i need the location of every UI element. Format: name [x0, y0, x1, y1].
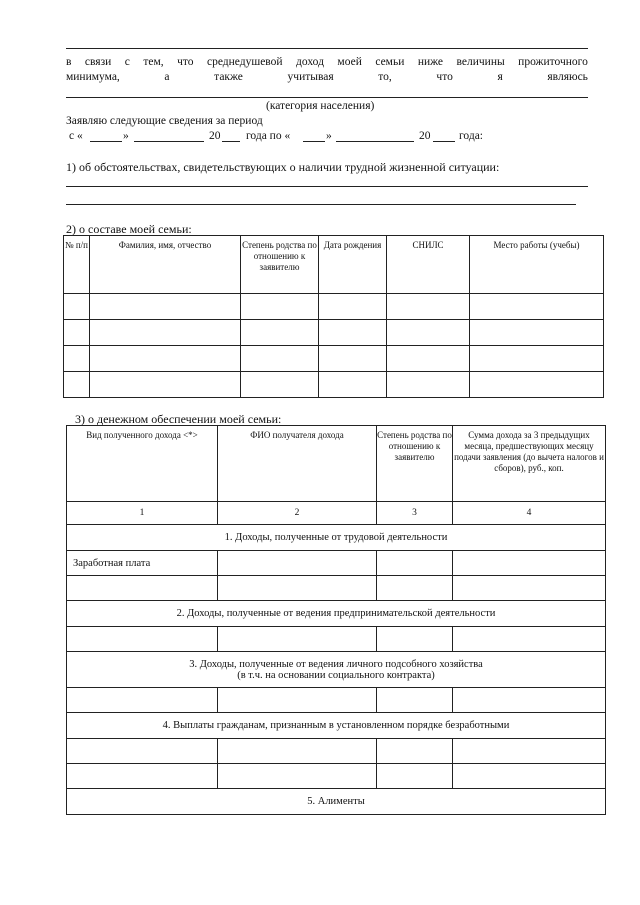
income-group-title-row: [67, 525, 606, 551]
income-header-type: Вид полученного дохода <*>: [67, 426, 218, 502]
income-relation-cell[interactable]: [377, 739, 453, 764]
intro-line-2-word: то,: [378, 71, 392, 83]
family-table: [63, 235, 604, 398]
family-cell[interactable]: [64, 346, 90, 372]
intro-line-2-word: что: [436, 71, 453, 83]
period-from-day-blank[interactable]: [90, 141, 122, 142]
family-cell[interactable]: [319, 346, 387, 372]
family-header-name: Фамилия, имя, отчество: [90, 236, 241, 294]
intro-line-2-word: я: [497, 71, 503, 83]
income-group-title: [67, 525, 606, 551]
table-row: [67, 576, 606, 601]
income-group-title: [67, 789, 606, 815]
period-end: года:: [459, 130, 483, 142]
family-header-birthdate: Дата рождения: [319, 236, 387, 294]
family-cell[interactable]: [319, 294, 387, 320]
period-to-month-blank[interactable]: [336, 141, 414, 142]
column-number: 2: [218, 502, 377, 525]
period-from-year: 20: [209, 130, 221, 142]
income-header-relation: Степень родства по отношению к заявителю: [377, 426, 453, 502]
section1-blank-line-1[interactable]: [66, 186, 588, 187]
period-from-prefix: с «: [69, 130, 83, 142]
family-cell[interactable]: [387, 294, 470, 320]
income-amount-cell[interactable]: [453, 688, 606, 713]
table-row: [67, 627, 606, 652]
intro-line-1-word: в: [66, 56, 72, 68]
table-row: [67, 688, 606, 713]
family-cell[interactable]: [319, 320, 387, 346]
intro-line-1-word: что: [177, 56, 194, 68]
income-type-cell[interactable]: [67, 739, 218, 764]
intro-line-1-word: доход: [296, 56, 324, 68]
income-header-recipient: ФИО получателя дохода: [218, 426, 377, 502]
income-type-cell[interactable]: Заработная плата: [67, 551, 218, 576]
column-number: 3: [377, 502, 453, 525]
intro-line-2-word: также: [214, 71, 243, 83]
intro-line-1-word: среднедушевой: [206, 56, 283, 68]
income-recipient-cell[interactable]: [218, 688, 377, 713]
family-cell[interactable]: [90, 320, 241, 346]
income-group-title-row: [67, 713, 606, 739]
income-type-cell[interactable]: [67, 688, 218, 713]
family-cell[interactable]: [387, 372, 470, 398]
income-recipient-cell[interactable]: [218, 551, 377, 576]
income-table-header: [67, 426, 606, 502]
income-header-amount: Сумма дохода за 3 предыдущих месяца, предшествующих месяцу подачи заявления (до вычета налогов и сборов), руб., коп.: [453, 426, 606, 502]
income-group-title-text: 1. Доходы, полученные от трудовой деятельности: [224, 532, 448, 543]
table-row: [64, 320, 604, 346]
family-header-number: № п/п: [64, 236, 90, 294]
family-header-workplace: Место работы (учебы): [470, 236, 604, 294]
section2-title: 2) о составе моей семьи:: [66, 222, 192, 236]
income-recipient-cell[interactable]: [218, 576, 377, 601]
period-to-day-blank[interactable]: [303, 141, 325, 142]
income-group-subtitle: (в т.ч. на основании социального контракта): [237, 669, 435, 681]
income-amount-cell[interactable]: [453, 576, 606, 601]
income-amount-cell[interactable]: [453, 764, 606, 789]
income-relation-cell[interactable]: [377, 764, 453, 789]
income-amount-cell[interactable]: [453, 739, 606, 764]
family-cell[interactable]: [241, 346, 319, 372]
family-cell[interactable]: [387, 320, 470, 346]
category-blank-line[interactable]: [66, 97, 588, 98]
table-row: [64, 346, 604, 372]
intro-line-2-word: учитывая: [287, 71, 334, 83]
section1-blank-line-2[interactable]: [66, 204, 576, 205]
income-group-title-row: [67, 652, 606, 688]
declare-text: Заявляю следующие сведения за период: [66, 115, 263, 127]
income-amount-cell[interactable]: [453, 551, 606, 576]
income-group-title-text: 3. Доходы, полученные от ведения личного подсобного хозяйства: [189, 658, 483, 670]
family-table-header: [64, 236, 604, 294]
income-table: [66, 425, 606, 815]
family-cell[interactable]: [90, 294, 241, 320]
family-cell[interactable]: [241, 294, 319, 320]
income-column-numbers: [67, 502, 606, 525]
section3-title: 3) о денежном обеспечении моей семьи:: [75, 412, 282, 426]
period-from-quote: »: [123, 130, 129, 142]
period-to-year-blank[interactable]: [433, 141, 455, 142]
intro-line-2: [66, 70, 588, 84]
family-cell[interactable]: [387, 346, 470, 372]
section1-title: 1) об обстоятельствах, свидетельствующих о наличии трудной жизненной ситуации:: [66, 160, 500, 174]
income-group-title: [67, 652, 606, 688]
income-type-cell[interactable]: [67, 627, 218, 652]
intro-line-1: [66, 55, 588, 69]
period-to-year: 20: [419, 130, 431, 142]
intro-line-1-word: семьи: [375, 56, 405, 68]
income-recipient-cell[interactable]: [218, 627, 377, 652]
income-relation-cell[interactable]: [377, 551, 453, 576]
income-group-title-text: 4. Выплаты гражданам, признанным в установленном порядке безработными: [162, 720, 510, 731]
family-header-relation: Степень родства по отношению к заявителю: [241, 236, 319, 294]
income-group-title: [67, 601, 606, 627]
family-cell[interactable]: [470, 294, 604, 320]
income-relation-cell[interactable]: [377, 627, 453, 652]
income-relation-cell[interactable]: [377, 688, 453, 713]
income-group-title-text: 5. Алименты: [307, 796, 365, 807]
period-to-label: года по «: [246, 130, 291, 142]
family-cell[interactable]: [470, 372, 604, 398]
family-cell[interactable]: [90, 346, 241, 372]
income-group-title-row: [67, 789, 606, 815]
income-relation-cell[interactable]: [377, 576, 453, 601]
family-header-snils: СНИЛС: [387, 236, 470, 294]
period-from-year-blank[interactable]: [222, 141, 240, 142]
family-cell[interactable]: [470, 346, 604, 372]
column-number: 1: [67, 502, 218, 525]
intro-line-1-word: связи: [84, 56, 112, 68]
income-group-title-text: 2. Доходы, полученные от ведения предпринимательской деятельности: [176, 608, 496, 619]
period-from-month-blank[interactable]: [134, 141, 204, 142]
intro-line-1-word: с: [124, 56, 130, 68]
intro-line-2-word: а: [164, 71, 170, 83]
intro-line-1-word: величины: [456, 56, 505, 68]
period-line: [66, 129, 606, 145]
table-row: [64, 372, 604, 398]
family-cell[interactable]: [470, 320, 604, 346]
income-amount-cell[interactable]: [453, 627, 606, 652]
family-cell[interactable]: [64, 294, 90, 320]
income-recipient-cell[interactable]: [218, 764, 377, 789]
family-cell[interactable]: [241, 320, 319, 346]
column-number: 4: [453, 502, 606, 525]
intro-line-2-word: являюсь: [547, 71, 588, 83]
table-row: [67, 739, 606, 764]
intro-line-1-word: моей: [337, 56, 362, 68]
intro-line-1-word: ниже: [417, 56, 444, 68]
intro-line-1-word: прожиточного: [518, 56, 588, 68]
income-recipient-cell[interactable]: [218, 739, 377, 764]
intro-line-2-word: минимума,: [66, 71, 120, 83]
family-cell[interactable]: [64, 372, 90, 398]
table-row: [67, 551, 606, 576]
family-cell[interactable]: [90, 372, 241, 398]
period-to-quote: »: [326, 130, 332, 142]
top-blank-line[interactable]: [66, 48, 588, 49]
family-cell[interactable]: [319, 372, 387, 398]
income-group-title-row: [67, 601, 606, 627]
income-type-cell[interactable]: [67, 764, 218, 789]
income-type-cell[interactable]: [67, 576, 218, 601]
family-cell[interactable]: [64, 320, 90, 346]
category-caption: (категория населения): [266, 100, 375, 112]
table-row: [67, 764, 606, 789]
family-cell[interactable]: [241, 372, 319, 398]
table-row: [64, 294, 604, 320]
income-group-title: [67, 713, 606, 739]
intro-line-1-word: тем,: [143, 56, 164, 68]
